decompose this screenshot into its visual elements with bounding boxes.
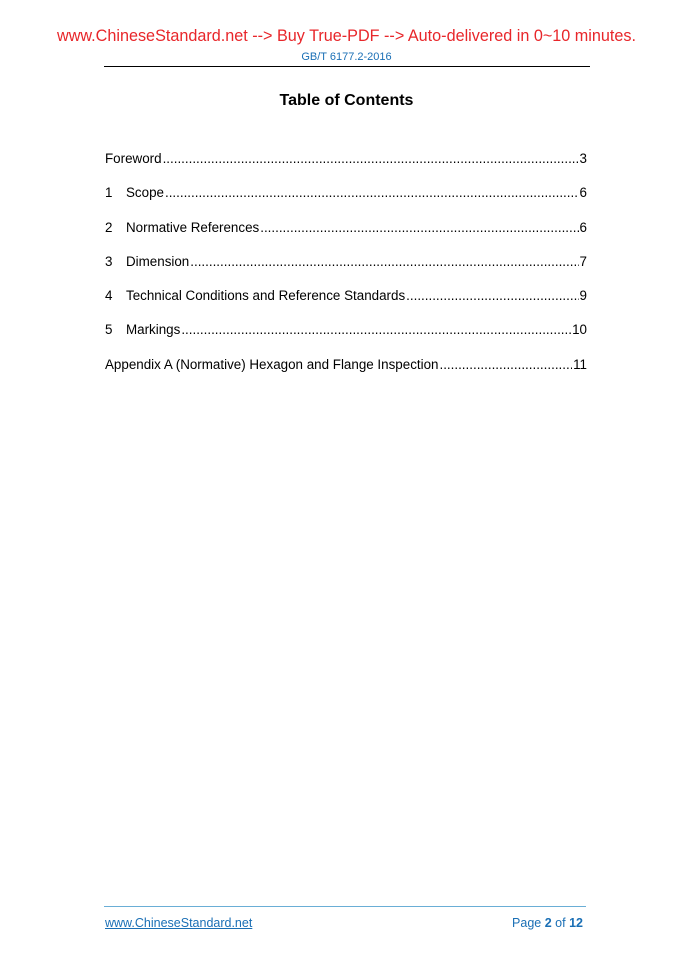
page-title: Table of Contents — [279, 92, 414, 109]
toc-entry-page: 6 — [579, 219, 587, 235]
footer-website-link[interactable]: www.ChineseStandard.net — [105, 916, 253, 930]
toc-dot-leader — [260, 219, 578, 237]
total-pages-number: 12 — [569, 916, 583, 930]
document-number: GB/T 6177.2-2016 — [301, 51, 392, 63]
toc-list — [105, 150, 587, 390]
promo-banner[interactable]: www.ChineseStandard.net --> Buy True-PDF --> Auto-delivered in 0~10 minutes. — [57, 27, 636, 45]
page-indicator — [512, 916, 583, 930]
toc-dot-leader — [181, 321, 571, 339]
toc-entry-label: Appendix A (Normative) Hexagon and Flange Inspection — [105, 356, 439, 372]
toc-entry-label: Foreword — [105, 151, 162, 166]
toc-dot-leader — [439, 356, 572, 374]
toc-entry-number: 3 — [105, 253, 113, 269]
toc-entry-foreword[interactable] — [105, 150, 587, 184]
toc-entry-label: Technical Conditions and Reference Standards — [126, 288, 406, 304]
toc-entry-scope[interactable] — [105, 184, 587, 218]
toc-entry-page: 10 — [572, 322, 587, 338]
toc-entry-markings[interactable] — [105, 321, 587, 355]
toc-entry-label: Dimension — [126, 253, 190, 269]
toc-entry-label: Markings — [126, 322, 181, 338]
header-divider — [104, 66, 590, 67]
toc-entry-number: 5 — [105, 322, 113, 338]
toc-entry-page: 9 — [579, 288, 587, 304]
footer-divider — [104, 906, 586, 907]
toc-entry-dimension[interactable] — [105, 253, 587, 287]
page-label: Page — [512, 916, 542, 930]
toc-entry-label: Normative References — [126, 219, 260, 235]
toc-entry-page: 7 — [579, 253, 587, 269]
toc-dot-leader — [190, 253, 578, 271]
toc-dot-leader — [165, 184, 579, 202]
current-page-number: 2 — [544, 916, 552, 930]
toc-entry-label: Scope — [126, 185, 164, 201]
toc-entry-page: 6 — [579, 185, 587, 201]
toc-entry-appendix-a[interactable] — [105, 356, 587, 390]
toc-dot-leader — [163, 150, 579, 168]
toc-entry-page: 3 — [579, 151, 587, 166]
toc-dot-leader — [406, 287, 578, 305]
page-of-label: of — [555, 916, 566, 930]
toc-entry-number: 4 — [105, 288, 113, 304]
toc-entry-page: 11 — [573, 356, 587, 372]
toc-entry-technical-conditions[interactable] — [105, 287, 587, 321]
toc-entry-number: 1 — [105, 185, 113, 201]
toc-entry-normative-references[interactable] — [105, 219, 587, 253]
toc-entry-number: 2 — [105, 219, 113, 235]
